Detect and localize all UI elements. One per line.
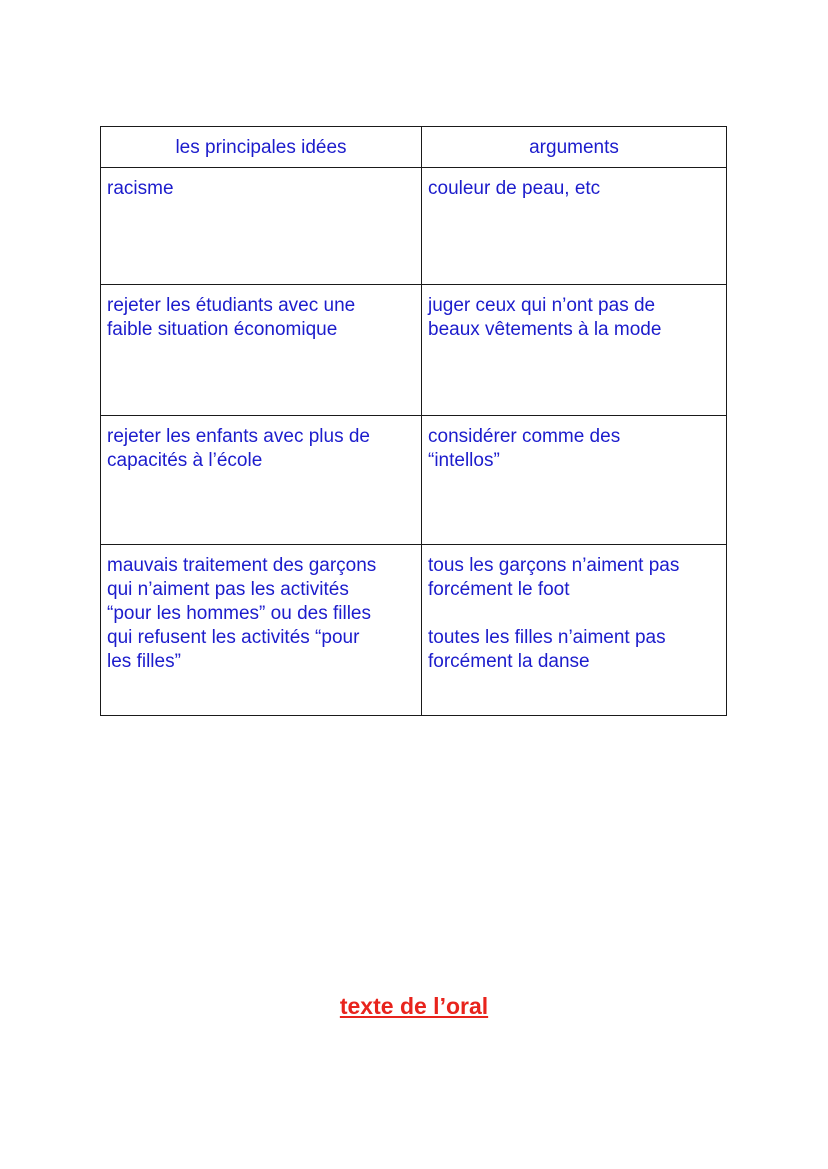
argument-text: “intellos”	[428, 450, 500, 471]
argument-cell	[422, 285, 727, 416]
table-header-row	[101, 127, 727, 168]
table-row	[101, 285, 727, 416]
idea-cell	[101, 285, 422, 416]
argument-text: juger ceux qui n’ont pas de	[428, 295, 656, 316]
argument-text: forcément le foot	[428, 579, 570, 600]
idea-text: rejeter les étudiants avec une	[107, 295, 356, 316]
argument-text: tous les garçons n’aiment pas	[428, 555, 680, 576]
idea-cell	[101, 416, 422, 545]
idea-text: qui refusent les activités “pour	[107, 627, 360, 648]
idea-cell	[101, 545, 422, 716]
argument-text: couleur de peau, etc	[428, 178, 601, 199]
oral-text-link[interactable]: texte de l’oral	[339, 993, 489, 1019]
ideas-table	[100, 126, 727, 716]
table-row	[101, 168, 727, 285]
header-ideas: les principales idées	[101, 127, 422, 168]
header-arguments: arguments	[422, 127, 727, 168]
argument-cell	[422, 168, 727, 285]
argument-text: toutes les filles n’aiment pas	[428, 627, 666, 648]
idea-text: qui n’aiment pas les activités	[107, 579, 349, 600]
argument-text: beaux vêtements à la mode	[428, 319, 662, 340]
argument-cell	[422, 416, 727, 545]
table-row	[101, 416, 727, 545]
idea-text: capacités à l’école	[107, 450, 263, 471]
paragraph-gap	[428, 602, 720, 626]
idea-cell	[101, 168, 422, 285]
argument-text: considérer comme des	[428, 426, 621, 447]
idea-text: les filles”	[107, 651, 181, 672]
argument-text: forcément la danse	[428, 651, 590, 672]
idea-text: mauvais traitement des garçons	[107, 555, 377, 576]
argument-cell	[422, 545, 727, 716]
idea-text: “pour les hommes” ou des filles	[107, 603, 371, 624]
idea-text: racisme	[107, 178, 174, 199]
table-row	[101, 545, 727, 716]
idea-text: faible situation économique	[107, 319, 338, 340]
idea-text: rejeter les enfants avec plus de	[107, 426, 370, 447]
